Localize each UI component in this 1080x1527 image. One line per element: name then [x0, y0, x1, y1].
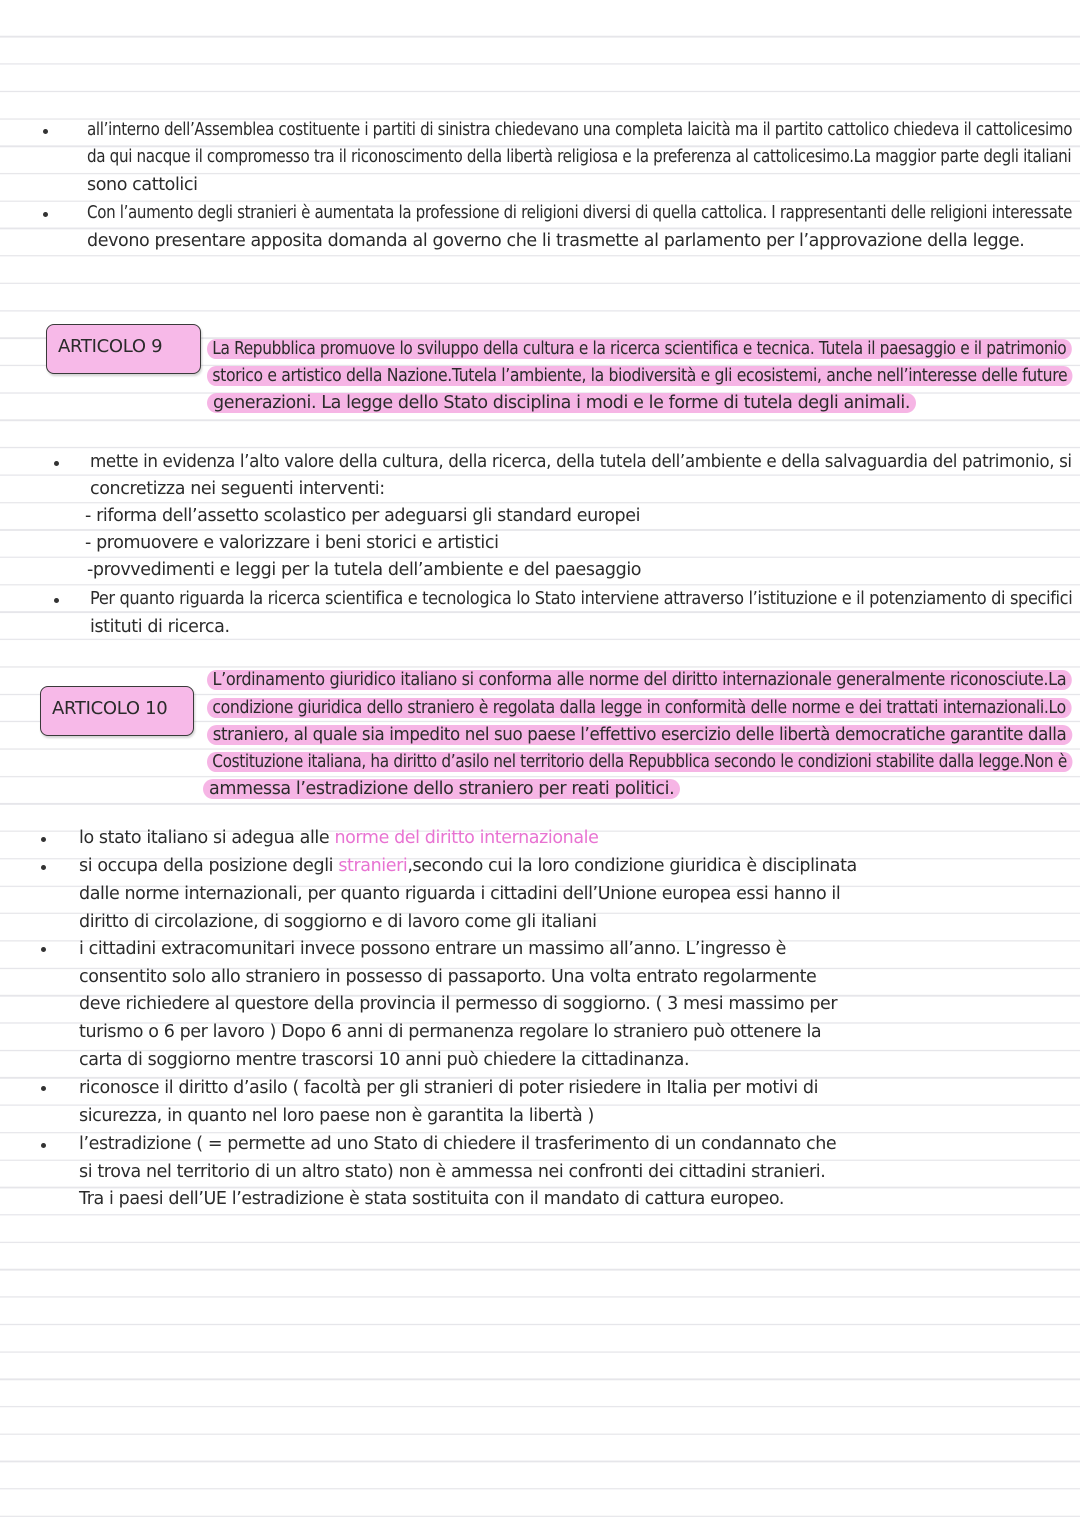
- text-line: Per quanto riguarda la ricerca scientifica e tecnologica lo Stato interviene attraverso l’istituzione e il potenziamento di specifici: [90, 589, 1073, 609]
- text-line: i cittadini extracomunitari invece possono entrare un massimo all’anno. L’ingresso è: [79, 939, 786, 959]
- text-line: concretizza nei seguenti interventi:: [90, 479, 385, 499]
- bullet: [43, 129, 48, 134]
- text-line: si occupa della posizione degli stranieri,secondo cui la loro condizione giuridica è disciplinata: [79, 856, 857, 876]
- text-line: lo stato italiano si adegua alle norme del diritto internazionale: [79, 828, 599, 848]
- highlighted-term: stranieri: [338, 856, 408, 876]
- dash-item: - promuovere e valorizzare i beni storici e artistici: [85, 533, 499, 553]
- quote-line: condizione giuridica dello straniero è regolata dalla legge in conformità delle norme e dei trattati internazionali.Lo: [207, 695, 1071, 722]
- article-9-label: ARTICOLO 9: [46, 324, 201, 374]
- text-line: devono presentare apposita domanda al governo che li trasmette al parlamento per l’approvazione della legge.: [87, 231, 1025, 251]
- bullet: [41, 865, 46, 870]
- quote-line: L’ordinamento giuridico italiano si conforma alle norme del diritto internazionale generalmente riconosciute.La: [207, 667, 1072, 694]
- dash-item: -provvedimenti e leggi per la tutela dell’ambiente e del paesaggio: [87, 560, 642, 580]
- text-line: deve richiedere al questore della provincia il permesso di soggiorno. ( 3 mesi massimo per: [79, 994, 838, 1014]
- bullet: [41, 1143, 46, 1148]
- bullet: [41, 1086, 46, 1091]
- text-line: da qui nacque il compromesso tra il riconoscimento della libertà religiosa e la preferenza al cattolicesimo.La maggior parte degli italiani: [87, 147, 1072, 167]
- quote-line: La Repubblica promuove lo sviluppo della cultura e la ricerca scientifica e tecnica. Tutela il paesaggio e il patrimonio: [207, 336, 1072, 363]
- text-line: sicurezza, in quanto nel loro paese non è garantita la libertà ): [79, 1106, 594, 1126]
- quote-line: ammessa l’estradizione dello straniero per reati politici.: [203, 776, 680, 803]
- bullet: [43, 212, 48, 217]
- dash-item: - riforma dell’assetto scolastico per adeguarsi gli standard europei: [85, 506, 641, 526]
- bullet: [54, 598, 59, 603]
- quote-line: straniero, al quale sia impedito nel suo paese l’effettivo esercizio delle libertà democratiche garantite dalla: [207, 722, 1072, 749]
- text-line: all’interno dell’Assemblea costituente i partiti di sinistra chiedevano una completa laicità ma il partito cattolico chiedeva il cattolicesimo: [87, 120, 1073, 140]
- text-line: carta di soggiorno mentre trascorsi 10 anni può chiedere la cittadinanza.: [79, 1050, 690, 1070]
- text-line: sono cattolici: [87, 175, 198, 195]
- text-line: Con l’aumento degli stranieri è aumentata la professione di religioni diversi di quella cattolica. I rappresentanti delle religioni interessate: [87, 203, 1073, 223]
- text-line: istituti di ricerca.: [90, 617, 230, 637]
- text-line: dalle norme internazionali, per quanto riguarda i cittadini dell’Unione europea essi hanno il: [79, 884, 841, 904]
- article-10-label: ARTICOLO 10: [40, 686, 194, 736]
- text-line: si trova nel territorio di un altro stato) non è ammessa nei confronti dei cittadini stranieri.: [79, 1162, 826, 1182]
- text-line: turismo o 6 per lavoro ) Dopo 6 anni di permanenza regolare lo straniero può ottenere la: [79, 1022, 822, 1042]
- quote-line: Costituzione italiana, ha diritto d’asilo nel territorio della Repubblica secondo le condizioni stabilite dalla legge.Non è: [207, 749, 1072, 776]
- text-line: consentito solo allo straniero in possesso di passaporto. Una volta entrato regolarmente: [79, 967, 817, 987]
- text-line: l’estradizione ( = permette ad uno Stato di chiedere il trasferimento di un condannato che: [79, 1134, 837, 1154]
- text-line: riconosce il diritto d’asilo ( facoltà per gli stranieri di poter risiedere in Italia per motivi di: [79, 1078, 819, 1098]
- text-line: diritto di circolazione, di soggiorno e di lavoro come gli italiani: [79, 912, 597, 932]
- text-line: mette in evidenza l’alto valore della cultura, della ricerca, della tutela dell’ambiente e della salvaguardia del patrimonio, si: [90, 452, 1072, 472]
- text-line: Tra i paesi dell’UE l’estradizione è stata sostituita con il mandato di cattura europeo.: [79, 1189, 785, 1209]
- bullet: [41, 837, 46, 842]
- highlighted-term: norme del diritto internazionale: [334, 828, 599, 848]
- bullet: [54, 461, 59, 466]
- quote-line: generazioni. La legge dello Stato disciplina i modi e le forme di tutela degli animali.: [207, 390, 916, 417]
- quote-line: storico e artistico della Nazione.Tutela l’ambiente, la biodiversità e gli ecosistemi, anche nell’interesse delle future: [207, 363, 1073, 390]
- bullet: [41, 947, 46, 952]
